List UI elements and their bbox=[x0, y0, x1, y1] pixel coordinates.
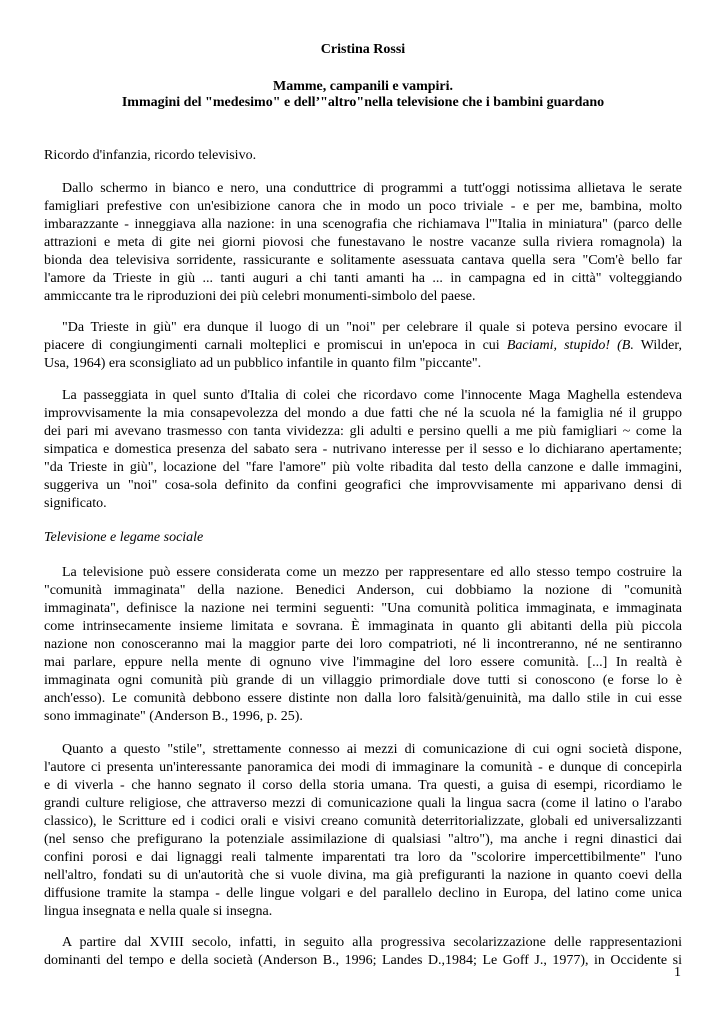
paragraph-line: diffusione tramite la stampa - delle lingue volgari e del parallelo declino in Europa, del latino come unica bbox=[44, 886, 682, 901]
paragraph-line: come intrinsecamente insieme limitata e sovrana. È immaginata in quanto gli abitanti della più piccola bbox=[44, 619, 682, 634]
paragraph-line: sono immaginate" (Anderson B., 1996, p. 25). bbox=[44, 709, 303, 724]
section-heading: Televisione e legame sociale bbox=[44, 530, 204, 545]
paragraph-line: lingua insegnata e nella quale si insegna. bbox=[44, 904, 273, 919]
paragraph-line: La televisione può essere considerata come un mezzo per rappresentare ed allo stesso tempo costruire la bbox=[62, 565, 682, 580]
paragraph-line: La passeggiata in quel sunto d'Italia di colei che ricordavo come l'innocente Maga Maghella estendeva bbox=[62, 388, 682, 403]
paragraph-line: "Da Trieste in giù" era dunque il luogo di un "noi" per celebrare il quale si poteva persino evocare il bbox=[62, 320, 682, 335]
paragraph-line: simpatica e domestica presenza del sabato sera - nutrivano interesse per il sesso e lo dichiarano apertamente; bbox=[44, 442, 682, 457]
intro-line: Ricordo d'infanzia, ricordo televisivo. bbox=[44, 148, 257, 163]
paragraph-line: Usa, 1964) era sconsigliato ad un pubblico infantile in quanto film "piccante". bbox=[44, 356, 482, 371]
paragraph-line: "comunità immaginata" della nazione. Benedici Anderson, cui dobbiamo la nozione di "comunità bbox=[44, 583, 682, 598]
paragraph-line: famigliari prefestive con un'esibizione canora che in modo un poco triviale - e per me, bambina, molto bbox=[44, 199, 682, 214]
paragraph-line: improvvisamente la mia consapevolezza del mondo a due fatti che né la scuola né la famiglia né il gruppo bbox=[44, 406, 682, 421]
paragraph-line: anch'esso). Le comunità debbono essere distinte non dalla loro falsità/genuinità, ma dallo stile in cui esse bbox=[44, 691, 682, 706]
paragraph-line: significato. bbox=[44, 496, 107, 511]
page-number: 1 bbox=[674, 965, 681, 980]
paragraph-line: classico), le Scritture ed i codici orali e visivi creano comunità deterritorializzate, globali ed universalizzanti bbox=[44, 814, 682, 829]
paragraph-line: l'autore ci presenta un'interessante panoramica dei modi di immaginare la comunità - e dunque di concepirla bbox=[44, 760, 682, 775]
paragraph-line: e di viverla - che hanno segnato il corso della storia umana. Tra questi, a guisa di esempi, ricordiamo le bbox=[44, 778, 682, 793]
film-title: Baciami, stupido! (B. bbox=[506, 338, 634, 353]
paragraph-line: imbarazzante - inneggiava alla nazione: in una scenografia che richiamava l'"Italia in miniatura" (parco delle bbox=[44, 217, 682, 232]
paragraph-line: immaginata", definisce la nazione nei termini seguenti: "Una comunità politica immaginata, e immaginata bbox=[44, 601, 682, 616]
paragraph-line: confini porosi e dai lignaggi reali talmente imparentati tra loro da "scolorire impercettibilmente" l'uno bbox=[44, 850, 682, 865]
paragraph-line: attrazioni e meta di gite nei giorni piovosi che funestavano le nostre vacanze sulla riviera romagnola) la bbox=[44, 235, 682, 250]
paragraph-line: mai parlare, eppure nella mente di ognuno vive l'immagine del loro essere comunità. [...] In realtà è bbox=[44, 655, 682, 670]
paragraph-line: nell'altro, fondati su di un'autorità che si vuole divina, ma già prefiguranti la nazione in quanto coevi della bbox=[44, 868, 682, 883]
paragraph-line: immaginata ogni comunità più grande di un villaggio primordiale dove tutti si conoscono (e forse lo è bbox=[44, 673, 682, 688]
paragraph-line: nazione non conosceranno mai la maggior parte dei loro compatrioti, né li incontreranno, né ne sentiranno bbox=[44, 637, 682, 652]
paragraph-line: ammiccante tra le riproduzioni dei più celebri monumenti-simbolo del paese. bbox=[44, 289, 476, 304]
paragraph-line: Dallo schermo in bianco e nero, una conduttrice di programmi a tutt'oggi notissima allietava le serate bbox=[62, 181, 682, 196]
paragraph-line: (nel senso che prefigurano la potenziale assimilazione di qualsiasi "altro"), ma anche i regni dinastici dai bbox=[44, 832, 682, 847]
title-line-2: Immagini del "medesimo" e dell’"altro"nella televisione che i bambini guardano bbox=[121, 95, 605, 110]
title-line-1: Mamme, campanili e vampiri. bbox=[272, 79, 454, 94]
paragraph-line: bionda dea televisiva sorridente, rassicurante e solitamente asessuata cantava quella sera "Com'è bello far bbox=[44, 253, 682, 268]
author-name: Cristina Rossi bbox=[320, 42, 406, 57]
paragraph-line: dei pari mi avevano trasmesso con tanta vividezza: gli adulti e persino quelli a me più famigliari ~ come la bbox=[44, 424, 682, 439]
paragraph-line: "da Trieste in giù", locazione del "fare l'amore" più volte ribadita dal testo della canzone e dalle immagini, bbox=[44, 460, 682, 475]
paragraph-line: Quanto a questo "stile", strettamente connesso ai mezzi di comunicazione di cui ogni società dispone, bbox=[62, 742, 682, 757]
paragraph-line: piacere di congiungimenti carnali molteplici e promiscui in un'epoca in cui Baciami, stupido! (B. Wilder, bbox=[44, 338, 682, 353]
paragraph-line: grandi culture religiose, che attraverso mezzi di comunicazione quali la lingua sacra (come il latino o l'arabo bbox=[44, 796, 682, 811]
paragraph-line: l'amore da Trieste in giù ... tanti auguri a chi tanti amanti ha ... in campagna ed in città" volteggiando bbox=[44, 271, 682, 286]
paragraph-line: A partire dal XVIII secolo, infatti, in seguito alla progressiva secolarizzazione delle rappresentazioni bbox=[62, 935, 682, 950]
paragraph-line: dominanti del tempo e della società (Anderson B., 1996; Landes D.,1984; Le Goff J., 1977), in Occidente si bbox=[44, 953, 682, 968]
paragraph-line: suggeriva un "noi" cosa-sola definito da confini geografici che improvvisamente mi apparivano densi di bbox=[44, 478, 682, 493]
